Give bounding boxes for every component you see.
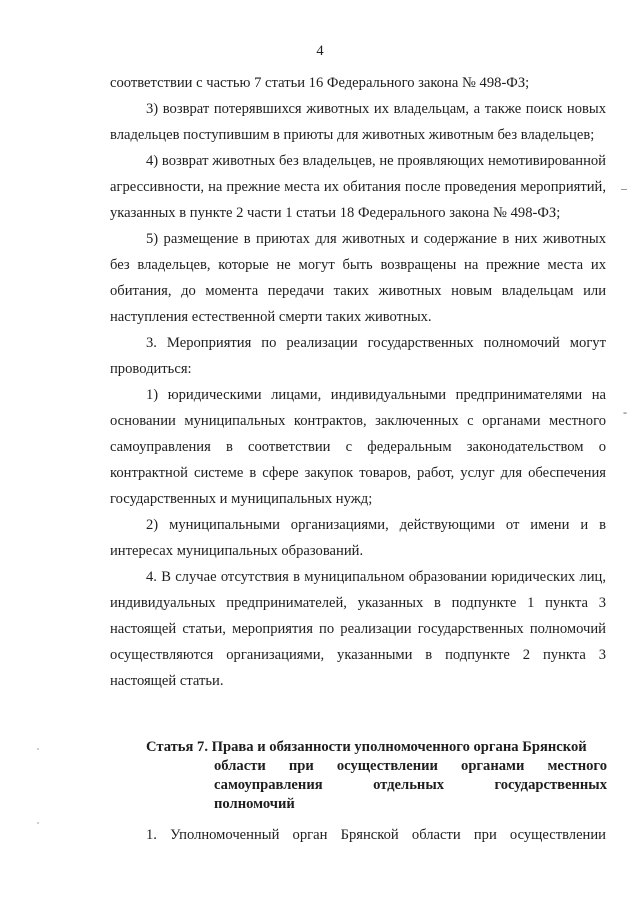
heading-line: полномочий bbox=[214, 796, 295, 812]
paragraph: 5) размещение в приютах для животных и содержание в них животных без владельцев, которые не могут быть возвращены на прежние места их обитания, до момента передачи таких животных новым владельцам или наступления естественной смерти таких животных. bbox=[110, 231, 606, 325]
heading-line: области при осуществлении органами местного bbox=[214, 758, 607, 774]
margin-mark: – bbox=[621, 181, 627, 195]
paragraph: соответствии с частью 7 статьи 16 Федерального закона № 498-ФЗ; bbox=[110, 75, 530, 91]
paragraph: 4. В случае отсутствия в муниципальном образовании юридических лиц, индивидуальных предпринимателей, указанных в подпункте 1 пункта 3 настоящей статьи, мероприятия по реализации государственных полномочий осуществляются организациями, указанными в подпункте 2 пункта 3 настоящей статьи. bbox=[110, 569, 606, 689]
document-body bbox=[110, 70, 606, 694]
paragraph: 4) возврат животных без владельцев, не проявляющих немотивированной агрессивности, на прежние места их обитания после проведения мероприятий, указанных в пункте 2 части 1 статьи 18 Федерального закона № 498-ФЗ; bbox=[110, 153, 606, 221]
page-number: 4 bbox=[316, 43, 324, 59]
scan-speck bbox=[37, 822, 39, 824]
heading-line: самоуправления отдельных государственных bbox=[214, 777, 607, 793]
article-heading bbox=[146, 738, 607, 814]
paragraph: 3) возврат потерявшихся животных их владельцам, а также поиск новых владельцев поступившим в приюты для животных животным без владельцев; bbox=[110, 101, 606, 143]
paragraph: 2) муниципальными организациями, действующими от имени и в интересах муниципальных образований. bbox=[110, 517, 606, 559]
scan-speck bbox=[37, 748, 39, 750]
paragraph: 3. Мероприятия по реализации государственных полномочий могут проводиться: bbox=[110, 335, 606, 377]
paragraph: 1. Уполномоченный орган Брянской области при осуществлении bbox=[146, 827, 606, 843]
heading-line: Статья 7. Права и обязанности уполномоченного органа Брянской bbox=[146, 739, 587, 755]
paragraph: 1) юридическими лицами, индивидуальными предпринимателями на основании муниципальных контрактов, заключенных с органами местного самоуправления в соответствии с федеральным законодательством о контрактной системе в сфере закупок товаров, работ, услуг для обеспечения государственных и муниципальных нужд; bbox=[110, 387, 606, 507]
margin-mark: - bbox=[623, 405, 627, 419]
paragraph-tail bbox=[110, 822, 606, 848]
